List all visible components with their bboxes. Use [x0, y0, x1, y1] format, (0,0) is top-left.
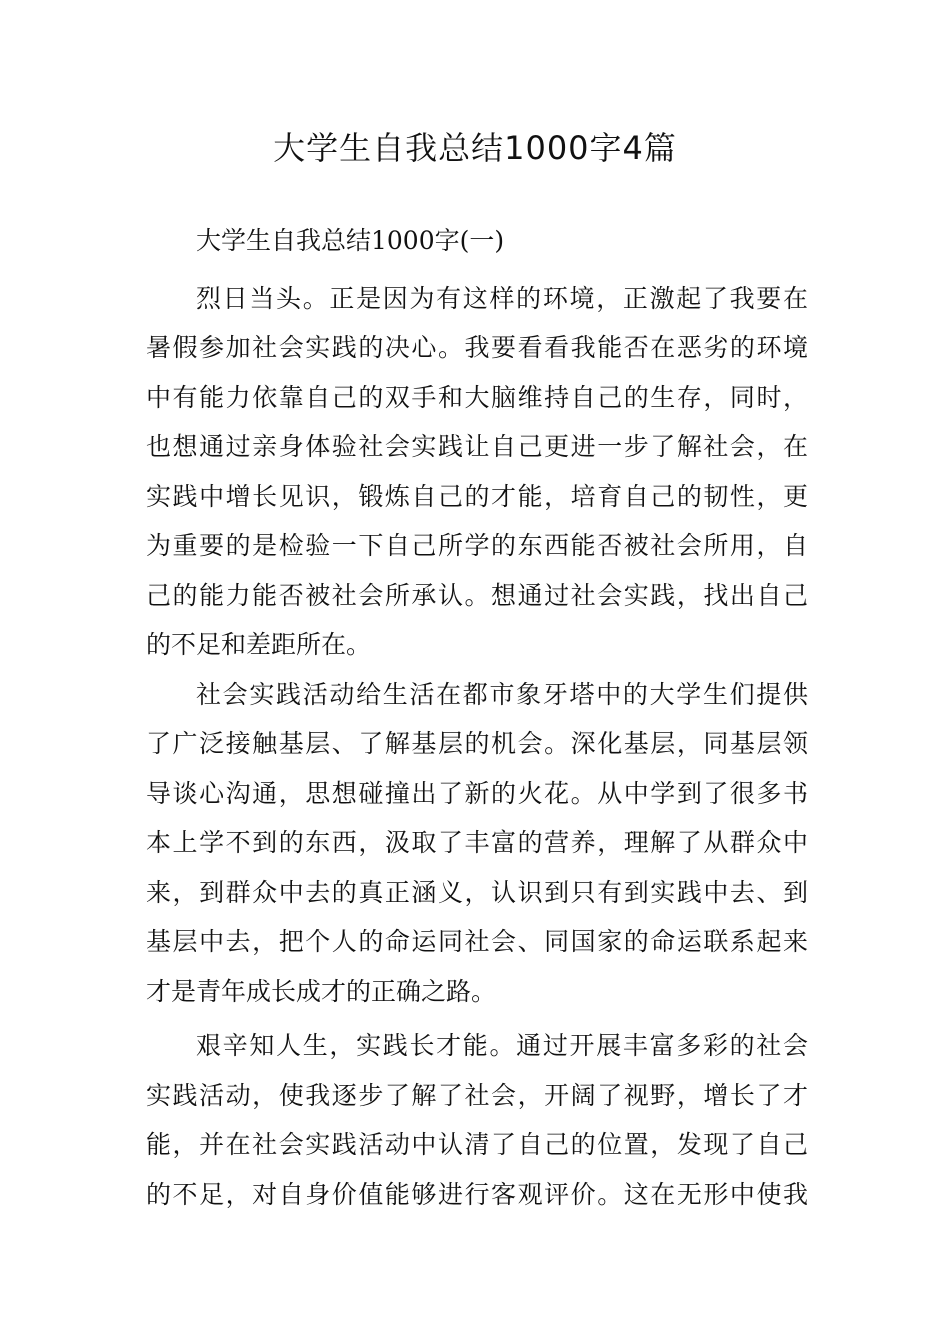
paragraph-1-line-3: 中有能力依靠自己的双手和大脑维持自己的生存，同时， — [146, 383, 808, 412]
paragraph-2-line-3: 导谈心沟通，思想碰撞出了新的火花。从中学到了很多书 — [146, 779, 808, 808]
paragraph-2-line-5: 来，到群众中去的真正涵义，认识到只有到实践中去、到 — [146, 878, 808, 907]
paragraph-3-line-4: 的不足，对自身价值能够进行客观评价。这在无形中使我 — [146, 1180, 808, 1209]
paragraph-1-line-1: 烈日当头。正是因为有这样的环境，正激起了我要在 — [196, 284, 808, 313]
paragraph-1-line-2: 暑假参加社会实践的决心。我要看看我能否在恶劣的环境 — [146, 333, 808, 362]
paragraph-3-line-3: 能，并在社会实践活动中认清了自己的位置，发现了自己 — [146, 1130, 808, 1159]
paragraph-2-line-4: 本上学不到的东西，汲取了丰富的营养，理解了从群众中 — [146, 828, 808, 857]
paragraph-3-line-2: 实践活动，使我逐步了解了社会，开阔了视野，增长了才 — [146, 1081, 808, 1110]
paragraph-1-line-4: 也想通过亲身体验社会实践让自己更进一步了解社会，在 — [146, 432, 808, 461]
paragraph-3-line-1: 艰辛知人生，实践长才能。通过开展丰富多彩的社会 — [196, 1031, 808, 1060]
document-title: 大学生自我总结1000字4篇 — [273, 129, 677, 167]
paragraph-2-line-2: 了广泛接触基层、了解基层的机会。深化基层，同基层领 — [146, 729, 808, 758]
paragraph-2-line-1: 社会实践活动给生活在都市象牙塔中的大学生们提供 — [196, 680, 808, 709]
section-heading: 大学生自我总结1000字(一) — [196, 226, 505, 255]
paragraph-2-line-6: 基层中去，把个人的命运同社会、同国家的命运联系起来 — [146, 927, 808, 956]
paragraph-1-line-5: 实践中增长见识，锻炼自己的才能，培育自己的韧性，更 — [146, 482, 808, 511]
paragraph-1-line-8: 的不足和差距所在。 — [146, 630, 372, 659]
paragraph-2-line-7: 才是青年成长成才的正确之路。 — [146, 977, 497, 1006]
paragraph-1-line-6: 为重要的是检验一下自己所学的东西能否被社会所用，自 — [146, 531, 808, 560]
paragraph-1-line-7: 己的能力能否被社会所承认。想通过社会实践，找出自己 — [146, 581, 808, 610]
